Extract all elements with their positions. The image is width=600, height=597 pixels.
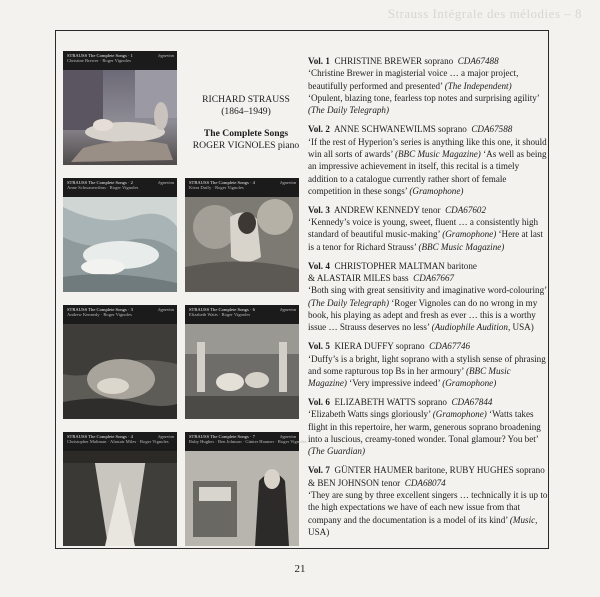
volume-entry (308, 260, 548, 334)
page-number: 21 (294, 563, 306, 575)
review-source: (BBC Music Magazine) (308, 365, 511, 389)
review-quotes (308, 353, 548, 390)
review-quotes (308, 136, 548, 198)
volume-heading (308, 340, 548, 352)
review-source: (The Daily Telegraph) (308, 105, 389, 116)
cover-artists: Kiera Duffy · Roger Vignoles (189, 185, 244, 191)
volume-artist-2: & ALASTAIR MILES bass (308, 273, 409, 283)
volume-artist: CHRISTINE BREWER soprano (334, 56, 454, 66)
cover-artwork (185, 451, 299, 546)
cover-artwork (185, 324, 299, 419)
cover-series: STRAUSS The Complete Songs · 4 (67, 434, 133, 439)
review-source: (Gramophone) (409, 185, 464, 196)
review-source: (Gramophone) (442, 378, 497, 389)
review-quote: ‘Very impressive indeed’ (346, 378, 443, 389)
volume-entry (308, 55, 548, 117)
album-cover-vol-7 (185, 432, 307, 546)
catalogue-number: CDA67746 (429, 341, 471, 352)
review-source: (Gramophone) (442, 229, 497, 240)
review-quote: ‘Here at last is a tenor for Richard Strauss’ (308, 229, 543, 252)
composer-block (184, 94, 308, 153)
volume-artist: ANNE SCHWANEWILMS soprano (333, 124, 467, 135)
cover-series: STRAUSS The Complete Songs · 4 (189, 180, 255, 185)
cover-artists: Ruby Hughes · Ben Johnson · Günter Haumer · Roger Vignoles (189, 439, 307, 445)
volume-entry (308, 340, 548, 389)
review-source: (The Guardian) (308, 446, 365, 457)
review-quote: ‘Christine Brewer in magisterial voice … a major project, beautifully performed and presented’ (308, 68, 519, 91)
volume-list (308, 55, 548, 545)
cover-artists: Elizabeth Watts · Roger Vignoles (189, 312, 251, 318)
cover-series: STRAUSS The Complete Songs · 7 (189, 434, 255, 439)
volume-entry (308, 396, 548, 458)
volume-number: Vol. 4 (308, 260, 330, 271)
cover-label: hyperion (280, 434, 296, 439)
catalogue-number: CDA67667 (413, 273, 455, 283)
album-cover-vol-1 (63, 51, 177, 165)
review-source: (Gramophone) (432, 409, 487, 420)
review-quote: ‘They are sung by three excellent singers … technically it is up to the high expectations we have of each new issue from that company and the documentation is a model of its kind’ (308, 490, 548, 525)
volume-number: Vol. 3 (308, 204, 330, 215)
catalogue-number: CDA67602 (445, 204, 487, 215)
cover-series: STRAUSS The Complete Songs · 6 (189, 307, 255, 312)
review-quotes (308, 284, 548, 333)
cover-artists: Andrew Kennedy · Roger Vignoles (67, 312, 132, 318)
volume-heading (308, 396, 548, 408)
review-quote: ‘Opulent, blazing tone, fearless top notes and surprising agility’ (308, 93, 540, 104)
review-quotes (308, 67, 548, 116)
cover-label: hyperion (158, 434, 174, 439)
cover-artwork (63, 324, 177, 419)
catalogue-number: CDA67588 (471, 124, 513, 135)
cover-artists: Christopher Maltman · Alastair Miles · Roger Vignoles (67, 439, 169, 445)
cover-label: hyperion (158, 53, 174, 58)
review-quote: ‘As well as being an impressive achievement in itself, this recital is a timely addition to a catalogue currently rather short of female competition in these songs’ (308, 148, 547, 196)
review-source: (BBC Music Magazine) (394, 148, 481, 159)
volume-heading (308, 55, 548, 67)
cover-artwork (63, 451, 177, 546)
review-source: (The Daily Telegraph) (308, 297, 389, 308)
album-cover-vol-2 (63, 178, 177, 292)
review-quotes (308, 216, 548, 253)
cover-label: hyperion (158, 180, 174, 185)
volume-heading (308, 464, 548, 476)
review-quote: ‘Watts takes flight in this repertoire, her warm, generous soprano broadening into a luscious, creamy-toned wonder. Tonal glamour? You bet’ (308, 409, 541, 445)
cover-artists: Anne Schwanewilms · Roger Vignoles (67, 185, 139, 191)
volume-artist: CHRISTOPHER MALTMAN baritone (334, 260, 477, 271)
volume-entry (308, 204, 548, 253)
performer: ROGER VIGNOLES piano (192, 140, 300, 152)
album-cover-vol-6 (185, 305, 299, 419)
review-quote: , USA) (507, 322, 534, 333)
volume-artist-2: & BEN JOHNSON tenor (308, 477, 401, 488)
review-source: (Audiophile Audition (431, 322, 508, 333)
album-cover-vol-4 (63, 432, 177, 546)
catalogue-number: CDA67844 (451, 397, 493, 408)
volume-artist: KIERA DUFFY soprano (334, 341, 425, 352)
volume-artist: ELIZABETH WATTS soprano (334, 397, 447, 408)
volume-heading-continued (308, 477, 548, 489)
review-quote: ‘Elizabeth Watts sings gloriously’ (308, 409, 433, 420)
volume-number: Vol. 1 (308, 56, 330, 66)
review-quotes (308, 408, 548, 457)
review-source: (BBC Music Magazine) (418, 241, 505, 252)
volume-artist: ANDREW KENNEDY tenor (333, 204, 441, 215)
volume-number: Vol. 5 (308, 341, 330, 352)
review-source: (Music (509, 514, 536, 525)
volume-heading (308, 204, 548, 216)
volume-number: Vol. 6 (308, 397, 330, 408)
volume-number: Vol. 2 (308, 124, 330, 135)
volume-entry (308, 464, 548, 538)
cover-series: STRAUSS The Complete Songs · 2 (67, 180, 133, 185)
review-quote: , USA) (308, 514, 538, 538)
review-quote: ‘Both sing with great sensitivity and imaginative word-colouring’ (308, 285, 547, 296)
cover-artwork (63, 70, 177, 165)
cover-label: hyperion (280, 307, 296, 312)
cover-series: STRAUSS The Complete Songs · 3 (67, 307, 133, 312)
review-quote: ‘Kennedy’s voice is young, sweet, fluent … a consistently high standard of beautiful music-making’ (308, 217, 539, 240)
cover-artwork (185, 197, 299, 292)
cover-artists: Christine Brewer · Roger Vignoles (67, 58, 131, 64)
composer-dates: (1864–1949) (221, 106, 271, 118)
series-title: The Complete Songs (203, 127, 289, 139)
cover-label: hyperion (158, 307, 174, 312)
volume-number: Vol. 7 (308, 465, 330, 476)
review-quote: ‘If the rest of Hyperion’s series is anything like this one, it should win all sorts of awards’ (308, 136, 547, 159)
catalogue-number: CDA67488 (457, 56, 499, 66)
catalogue-number: CDA68074 (404, 477, 446, 488)
review-quote: ‘Roger Vignoles can do no wrong in my book, his playing as adept and fresh as ever … this is a worthy issue … Strauss deserves no less’ (308, 297, 538, 333)
composer-name: RICHARD STRAUSS (202, 94, 290, 105)
cover-series: STRAUSS The Complete Songs · 1 (67, 53, 133, 58)
album-cover-vol-3 (63, 305, 177, 419)
review-quotes (308, 489, 548, 538)
volume-heading-continued (308, 272, 548, 284)
review-quote: ‘Duffy’s is a bright, light soprano with a stylish sense of phrasing and some rapturous top Bs in her armoury’ (308, 353, 546, 376)
album-cover-vol-5 (185, 178, 299, 292)
review-source: (The Independent) (444, 80, 512, 91)
volume-entry (308, 123, 548, 197)
volume-artist: GÜNTER HAUMER baritone, RUBY HUGHES soprano (334, 465, 545, 476)
volume-heading (308, 260, 548, 272)
cover-label: hyperion (280, 180, 296, 185)
bleed-through-heading: Strauss Intégrale des mélodies – 8 (387, 6, 582, 21)
volume-heading (308, 123, 548, 135)
cover-artwork (63, 197, 177, 292)
